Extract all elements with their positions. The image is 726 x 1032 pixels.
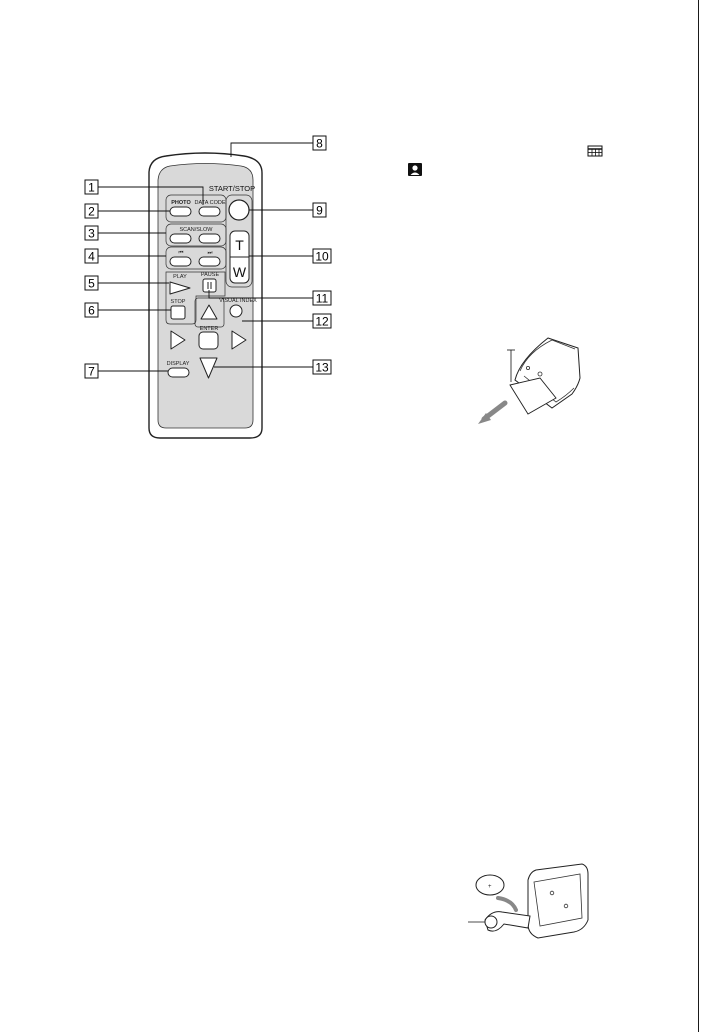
- data-code-button[interactable]: [199, 207, 220, 216]
- enter-button[interactable]: [199, 332, 218, 349]
- visual-index-button[interactable]: [230, 305, 242, 317]
- callout-number: 2: [88, 204, 95, 219]
- enter-label: ENTER: [199, 326, 219, 332]
- play-label: PLAY: [173, 274, 187, 280]
- callout-number: 11: [315, 291, 329, 306]
- pause-label: PAUSE: [200, 272, 220, 278]
- next-button[interactable]: [199, 257, 220, 266]
- prev-label: ⏮: [178, 250, 184, 256]
- battery-replacement-illustration: [468, 864, 588, 938]
- scan-forward-button[interactable]: [199, 234, 220, 243]
- face-portrait-icon: [408, 163, 422, 176]
- start-stop-label: START/STOP: [208, 184, 256, 193]
- zoom-w-label: W: [232, 264, 247, 280]
- callout-number: 13: [315, 360, 329, 375]
- callout-number: 10: [315, 249, 329, 264]
- pause-button[interactable]: [203, 279, 216, 292]
- index-grid-icon: [588, 146, 602, 156]
- callout-number: 5: [88, 276, 95, 291]
- insulation-sheet-illustration: [478, 338, 580, 424]
- scan-slow-label: SCAN/SLOW: [179, 227, 213, 233]
- zoom-t-label: T: [235, 237, 244, 253]
- callout-number: 8: [316, 136, 323, 151]
- photo-button[interactable]: [170, 207, 191, 216]
- callout-number: 9: [316, 203, 323, 218]
- scan-back-button[interactable]: [170, 234, 191, 243]
- data-code-label: DATA CODE: [194, 200, 226, 206]
- next-label: ⏭: [207, 250, 213, 256]
- start-stop-button[interactable]: [229, 200, 249, 220]
- callout-number: 3: [88, 226, 95, 241]
- battery-plus-mark: +: [488, 884, 492, 890]
- callout-number: 7: [88, 364, 95, 379]
- callout-number: 1: [88, 180, 95, 195]
- callout-number: 6: [88, 303, 95, 318]
- stop-button[interactable]: [171, 306, 185, 319]
- callout-number: 12: [315, 314, 329, 329]
- visual-index-label: VISUAL INDEX: [219, 298, 257, 304]
- photo-label: PHOTO: [171, 200, 191, 206]
- display-label: DISPLAY: [166, 361, 190, 367]
- callout-number: 4: [88, 249, 95, 264]
- display-button[interactable]: [168, 368, 189, 377]
- stop-label: STOP: [170, 299, 186, 305]
- prev-button[interactable]: [170, 257, 191, 266]
